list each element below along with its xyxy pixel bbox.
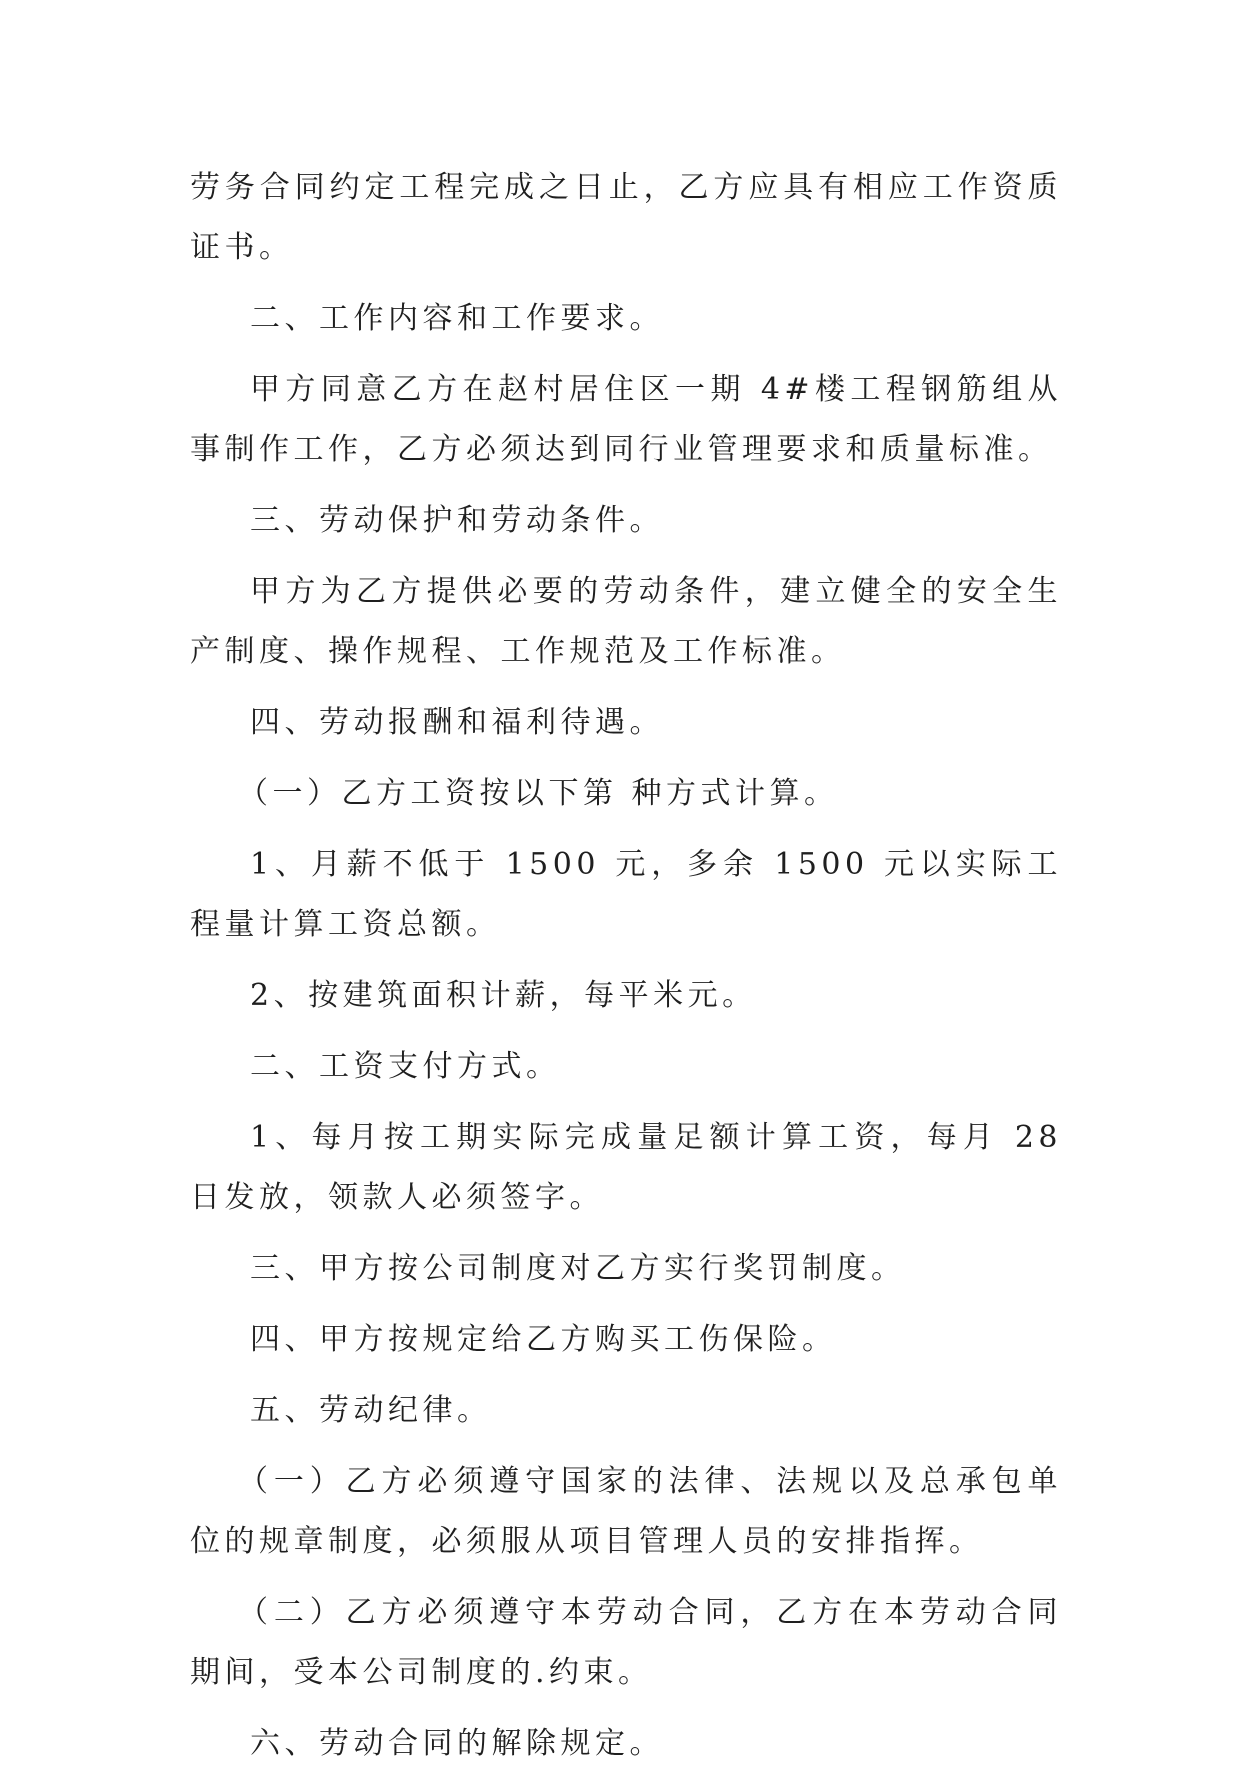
section-heading: 四、甲方按规定给乙方购买工伤保险。 (250, 1322, 837, 1357)
section-heading: 三、劳动保护和劳动条件。 (250, 503, 664, 538)
sub-clause: （二）乙方必须遵守本劳动合同，乙方在本劳动合同期间，受本公司制度的.约束。 (190, 1595, 1062, 1690)
sub-clause: （一）乙方工资按以下第 种方式计算。 (238, 776, 839, 811)
sub-clause: （一）乙方必须遵守国家的法律、法规以及总承包单位的规章制度，必须服从项目管理人员的安排指挥。 (190, 1464, 1062, 1559)
document-body (190, 158, 1062, 1785)
section-heading: 四、劳动报酬和福利待遇。 (250, 705, 664, 740)
section-heading: 五、劳动纪律。 (250, 1393, 492, 1428)
list-item: 2、按建筑面积计薪，每平米元。 (250, 978, 757, 1013)
list-item: 1、月薪不低于 1500 元，多余 1500 元以实际工程量计算工资总额。 (190, 847, 1062, 942)
section-heading: 六、劳动合同的解除规定。 (250, 1726, 664, 1761)
paragraph: 甲方同意乙方在赵村居住区一期 4#楼工程钢筋组从事制作工作，乙方必须达到同行业管理要求和质量标准。 (190, 372, 1062, 467)
list-item: 1、每月按工期实际完成量足额计算工资，每月 28 日发放，领款人必须签字。 (190, 1120, 1062, 1215)
section-heading: 二、工资支付方式。 (250, 1049, 561, 1084)
paragraph: 劳务合同约定工程完成之日止，乙方应具有相应工作资质证书。 (190, 170, 1062, 265)
paragraph: 甲方为乙方提供必要的劳动条件，建立健全的安全生产制度、操作规程、工作规范及工作标准。 (190, 574, 1062, 669)
section-heading: 三、甲方按公司制度对乙方实行奖罚制度。 (250, 1251, 906, 1286)
section-heading: 二、工作内容和工作要求。 (250, 301, 664, 336)
